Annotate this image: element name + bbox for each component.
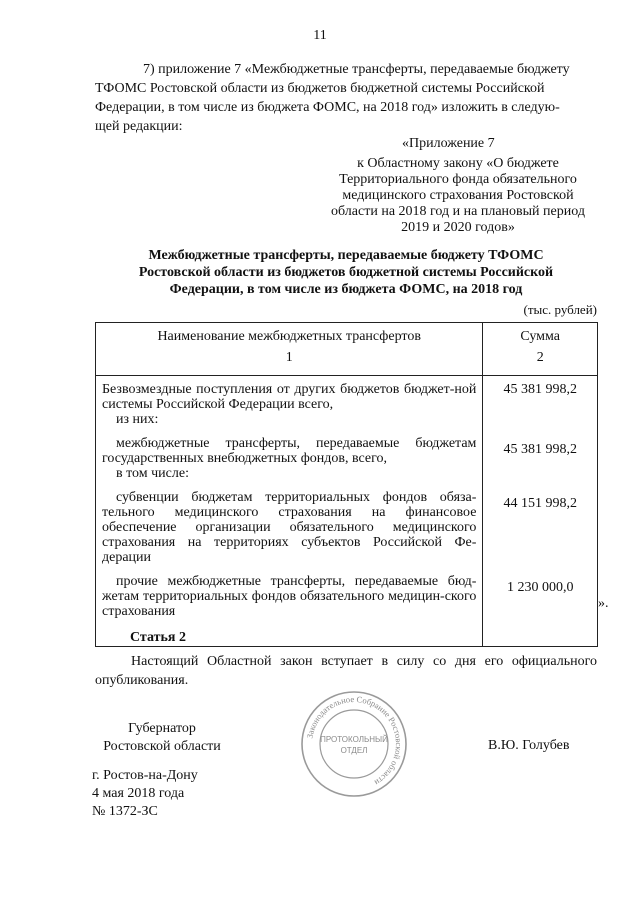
intro-line: ТФОМС Ростовской области из бюджетов бюджетной системы Российской bbox=[95, 81, 545, 96]
law-number: № 1372-ЗС bbox=[92, 804, 158, 819]
annex-reference bbox=[318, 136, 598, 236]
annex-line: к Областному закону «О бюджете bbox=[357, 156, 559, 171]
row-2-text: межбюджетные трансферты, передаваемые бюджетам государственных внебюджетных фондов, всего, bbox=[102, 436, 477, 466]
row-4-text: прочие межбюджетные трансферты, передаваемые бюд-жетам территориальных фондов обязательного медицин-ского страхования bbox=[102, 574, 477, 619]
annex-line: медицинского страхования Ростовской bbox=[342, 188, 574, 203]
row-1-value: 45 381 998,2 bbox=[503, 382, 577, 397]
row-2-value: 45 381 998,2 bbox=[503, 442, 577, 457]
intro-paragraph bbox=[95, 60, 597, 136]
row-1-text: Безвозмездные поступления от других бюджетов бюджет-ной системы Российской Федерации всего, bbox=[102, 382, 477, 412]
row-2 bbox=[102, 436, 476, 481]
table-title bbox=[95, 247, 597, 298]
row-2-sub: в том числе: bbox=[116, 466, 189, 481]
stamp-center-line: ОТДЕЛ bbox=[340, 746, 368, 755]
annex-line: 2019 и 2020 годов» bbox=[401, 220, 515, 235]
article-text: Настоящий Областной закон вступает в силу со дня его официального опубликования. bbox=[95, 654, 597, 688]
annex-title: «Приложение 7 bbox=[402, 136, 495, 151]
signing-details bbox=[92, 767, 198, 821]
signing-date: 4 мая 2018 года bbox=[92, 786, 185, 801]
row-1-sub: из них: bbox=[116, 412, 159, 427]
office-stamp bbox=[300, 690, 408, 798]
header-col-number: 1 bbox=[285, 350, 293, 365]
transfers-table bbox=[95, 322, 598, 647]
row-4 bbox=[102, 574, 476, 619]
title-line: Ростовской области из бюджетов бюджетной системы Российской bbox=[138, 265, 554, 280]
table-header-row bbox=[96, 323, 598, 376]
header-name: Наименование межбюджетных трансфертов bbox=[157, 329, 421, 344]
header-sum: Сумма bbox=[520, 329, 561, 344]
header-sum-cell bbox=[483, 323, 598, 376]
row-3-value: 44 151 998,2 bbox=[503, 496, 577, 511]
governor-name: В.Ю. Голубев bbox=[488, 738, 570, 753]
page-number: 11 bbox=[313, 28, 327, 43]
article-heading: Статья 2 bbox=[130, 630, 186, 645]
row-3-text: субвенции бюджетам территориальных фондов обяза-тельного медицинского страхования на финансовое обеспечение организации обязательного медицинского страхования на территориях субъектов Российской Фе-дерации bbox=[102, 490, 477, 565]
governor-line: Ростовской области bbox=[103, 739, 221, 754]
table-cell-names bbox=[96, 376, 483, 647]
header-col-number: 2 bbox=[536, 350, 544, 365]
intro-line: щей редакции: bbox=[95, 119, 183, 134]
row-4-value: 1 230 000,0 bbox=[506, 580, 574, 595]
title-line: Федерации, в том числе из бюджета ФОМС, на 2018 год bbox=[169, 282, 523, 297]
signing-city: г. Ростов-на-Дону bbox=[92, 768, 198, 783]
stamp-inner-ring bbox=[320, 710, 388, 778]
title-line: Межбюджетные трансферты, передаваемые бюджету ТФОМС bbox=[148, 248, 544, 263]
row-1 bbox=[102, 382, 476, 427]
stamp-center-line: ПРОТОКОЛЬНЫЙ bbox=[320, 735, 388, 744]
closing-quote: ». bbox=[598, 596, 609, 611]
stamp-outer-ring bbox=[302, 692, 406, 796]
header-name-cell bbox=[96, 323, 483, 376]
table-row bbox=[96, 376, 598, 647]
annex-line: Территориального фонда обязательного bbox=[339, 172, 577, 187]
intro-line: Федерации, в том числе из бюджета ФОМС, на 2018 год» изложить в следую- bbox=[95, 100, 560, 115]
governor-line: Губернатор bbox=[128, 721, 196, 736]
annex-line: области на 2018 год и на плановый период bbox=[331, 204, 585, 219]
table-cell-values bbox=[483, 376, 598, 647]
units-label: (тыс. рублей) bbox=[523, 302, 597, 317]
stamp-ring-text: Законодательное Собрание Ростовской области bbox=[304, 693, 405, 788]
intro-line: 7) приложение 7 «Межбюджетные трансферты, передаваемые бюджету bbox=[143, 62, 570, 77]
row-3 bbox=[102, 490, 476, 565]
governor-title bbox=[92, 720, 232, 756]
